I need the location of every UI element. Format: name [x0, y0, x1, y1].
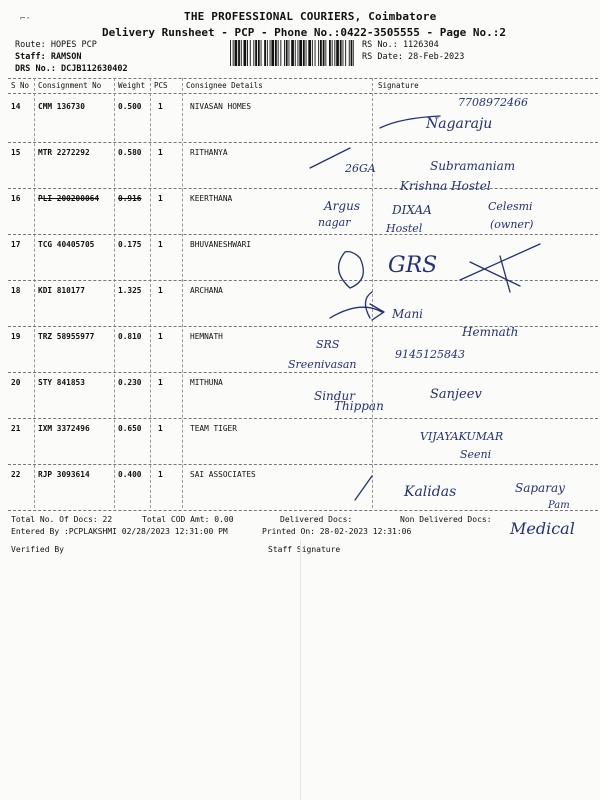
- total-cod: Total COD Amt: 0.00: [142, 515, 234, 524]
- signature-text: (owner): [490, 218, 534, 231]
- row-consignee: MITHUNA: [190, 378, 223, 387]
- row-sno: 20: [11, 378, 21, 387]
- row-pcs: 1: [158, 240, 163, 249]
- row-sno: 14: [11, 102, 21, 111]
- signature-text: 9145125843: [395, 348, 465, 361]
- drs-number: DRS No.: DCJB112630402: [15, 64, 128, 74]
- row-consignee: RITHANYA: [190, 148, 228, 157]
- col-header-signature: Signature: [378, 81, 419, 90]
- page-fold: [300, 540, 301, 800]
- staff-label: Staff: RAMSON: [15, 52, 82, 62]
- row-sno: 17: [11, 240, 21, 249]
- row-weight: 0.500: [118, 102, 142, 111]
- row-pcs: 1: [158, 378, 163, 387]
- col-header-pcs: PCS: [154, 81, 168, 90]
- signature-text: Hostel: [386, 222, 423, 235]
- corner-mark: ⌐·: [20, 14, 31, 24]
- row-pcs: 1: [158, 148, 163, 157]
- row-consignee: HEMNATH: [190, 332, 223, 341]
- signature-text: Celesmi: [488, 200, 533, 213]
- row-consignee: ARCHANA: [190, 286, 223, 295]
- row-consignee: NIVASAN HOMES: [190, 102, 252, 111]
- signature-text: Subramaniam: [430, 159, 516, 173]
- row-pcs: 1: [158, 102, 163, 111]
- row-sno: 18: [11, 286, 21, 295]
- company-title: THE PROFESSIONAL COURIERS, Coimbatore: [184, 10, 437, 23]
- col-header-consignee: Consignee Details: [186, 81, 263, 90]
- col-header-weight: Weight: [118, 81, 146, 90]
- col-header-consignment: Consignment No: [38, 81, 102, 90]
- non-delivered-docs: Non Delivered Docs:: [400, 515, 492, 524]
- signature-text: Mani: [392, 307, 424, 321]
- signature-text: VIJAYAKUMAR: [420, 430, 504, 443]
- total-docs: Total No. Of Docs: 22: [11, 515, 113, 524]
- row-consignment-no: CMM 136730: [38, 102, 85, 111]
- row-pcs: 1: [158, 424, 163, 433]
- signature-text: Saparay: [515, 481, 565, 495]
- verified-by: Verified By: [11, 545, 64, 554]
- row-weight: 0.580: [118, 148, 142, 157]
- row-consignment-no: KDI 810177: [38, 286, 85, 295]
- row-sno: 22: [11, 470, 21, 479]
- signature-text: Argus: [324, 199, 360, 213]
- signature-text: Pam: [548, 500, 570, 511]
- signature-text: SRS: [316, 338, 340, 351]
- row-consignment-no: TCG 40405705: [38, 240, 95, 249]
- signature-text: Sanjeev: [430, 387, 482, 402]
- delivered-docs: Delivered Docs:: [280, 515, 353, 524]
- row-sno: 19: [11, 332, 21, 341]
- row-pcs: 1: [158, 194, 163, 203]
- row-weight: 0.810: [118, 332, 142, 341]
- signature-text: 7708972466: [458, 96, 528, 109]
- signature-text: Hemnath: [462, 325, 519, 339]
- entered-by: Entered By :PCPLAKSHMI 02/28/2023 12:31:00 PM: [11, 527, 228, 536]
- signature-text: GRS: [388, 253, 438, 278]
- signature-text: Medical: [510, 519, 575, 538]
- signature-text: Krishna Hostel: [400, 179, 491, 193]
- col-header-sno: S No: [11, 81, 30, 90]
- signature-text: 26GA: [345, 162, 376, 175]
- row-consignment-no: TRZ 58955977: [38, 332, 95, 341]
- row-weight: 0.175: [118, 240, 142, 249]
- signature-text: Thippan: [334, 399, 384, 413]
- row-consignment-no: PLI 200200064: [38, 194, 100, 203]
- row-weight: 0.916: [118, 194, 142, 203]
- row-pcs: 1: [158, 332, 163, 341]
- signature-text: Kalidas: [404, 484, 457, 500]
- signature-text: DIXAA: [392, 203, 432, 217]
- row-pcs: 1: [158, 286, 163, 295]
- signature-text: Sreenivasan: [288, 358, 357, 371]
- row-consignment-no: IXM 3372496: [38, 424, 90, 433]
- signature-text: Seeni: [460, 448, 492, 461]
- route-label: Route: HOPES PCP: [15, 40, 97, 50]
- row-weight: 1.325: [118, 286, 142, 295]
- row-consignment-no: STY 841853: [38, 378, 85, 387]
- row-sno: 21: [11, 424, 21, 433]
- row-sno: 16: [11, 194, 21, 203]
- rs-number: RS No.: 1126304: [362, 40, 439, 50]
- printed-on: Printed On: 28-02-2023 12:31:06: [262, 527, 412, 536]
- row-consignee: TEAM TIGER: [190, 424, 237, 433]
- signature-text: Sindur: [314, 389, 355, 403]
- row-sno: 15: [11, 148, 21, 157]
- staff-signature: Staff Signature: [268, 545, 341, 554]
- row-consignment-no: RJP 3093614: [38, 470, 90, 479]
- row-consignee: BHUVANESHWARI: [190, 240, 252, 249]
- runsheet-title: Delivery Runsheet - PCP - Phone No.:0422-3505555 - Page No.:2: [102, 26, 506, 39]
- row-weight: 0.230: [118, 378, 142, 387]
- signature-text: Nagaraju: [426, 116, 493, 132]
- row-consignee: SAI ASSOCIATES: [190, 470, 256, 479]
- row-weight: 0.650: [118, 424, 142, 433]
- signature-text: nagar: [318, 216, 351, 229]
- row-pcs: 1: [158, 470, 163, 479]
- row-consignee: KEERTHANA: [190, 194, 233, 203]
- rs-date: RS Date: 28-Feb-2023: [362, 52, 465, 62]
- row-weight: 0.400: [118, 470, 142, 479]
- row-consignment-no: MTR 2272292: [38, 148, 90, 157]
